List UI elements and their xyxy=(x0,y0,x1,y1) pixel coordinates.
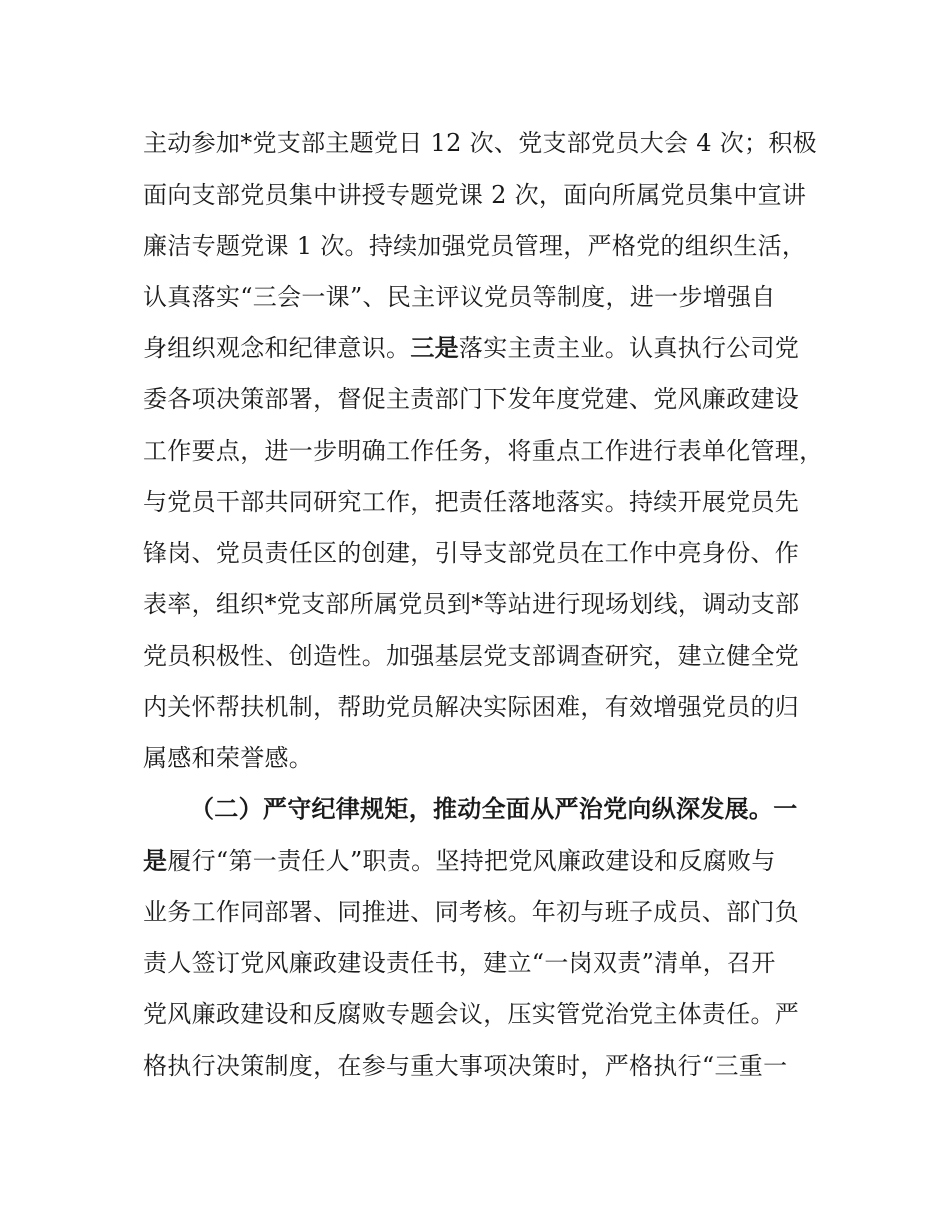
paragraph-line: 廉洁专题党课 1 次。持续加强党员管理，严格党的组织生活， xyxy=(143,232,807,260)
paragraph-line: 工作要点，进一步明确工作任务，将重点工作进行表单化管理， xyxy=(143,437,824,465)
paragraph-line: 业务工作同部署、同推进、同考核。年初与班子成员、部门负 xyxy=(143,898,800,926)
paragraph-line xyxy=(143,333,799,363)
emphasis-text: 三是 xyxy=(410,334,459,362)
section-heading: （二）严守纪律规矩，推动全面从严治党向纵深发展。一 xyxy=(190,795,798,823)
paragraph-line: 认真落实“三会一课”、民主评议党员等制度，进一步增强自 xyxy=(143,283,776,311)
paragraph-line xyxy=(143,846,776,876)
paragraph-text: 履行“第一责任人”职责。坚持把党风廉政建设和反腐败与 xyxy=(167,847,776,875)
paragraph-line: 主动参加*党支部主题党日 12 次、党支部党员大会 4 次；积极 xyxy=(143,129,817,157)
paragraph-line: 与党员干部共同研究工作，把责任落地落实。持续开展党员先 xyxy=(143,488,800,516)
emphasis-text: 是 xyxy=(143,847,168,875)
paragraph-line: 锋岗、党员责任区的创建，引导支部党员在工作中亮身份、作 xyxy=(143,539,800,567)
paragraph-text: 身组织观念和纪律意识。 xyxy=(143,334,411,362)
paragraph-line: 表率，组织*党支部所属党员到*等站进行现场划线，调动支部 xyxy=(143,590,800,618)
paragraph-line: 内关怀帮扶机制，帮助党员解决实际困难，有效增强党员的归 xyxy=(143,693,800,721)
paragraph-line: 党员积极性、创造性。加强基层党支部调查研究，建立健全党 xyxy=(143,642,800,670)
paragraph-line: 委各项决策部署，督促主责部门下发年度党建、党风廉政建设 xyxy=(143,385,800,413)
paragraph-line: 属感和荣誉感。 xyxy=(143,744,314,772)
paragraph-line: 面向支部党员集中讲授专题党课 2 次，面向所属党员集中宣讲 xyxy=(143,181,807,209)
paragraph-line: 责人签订党风廉政建设责任书，建立“一岗双责”清单，召开 xyxy=(143,949,776,977)
paragraph-text: 落实主责主业。认真执行公司党 xyxy=(458,334,800,362)
paragraph-line: 格执行决策制度，在参与重大事项决策时，严格执行“三重一 xyxy=(143,1052,788,1080)
paragraph-line: 党风廉政建设和反腐败专题会议，压实管党治党主体责任。严 xyxy=(143,1000,800,1028)
